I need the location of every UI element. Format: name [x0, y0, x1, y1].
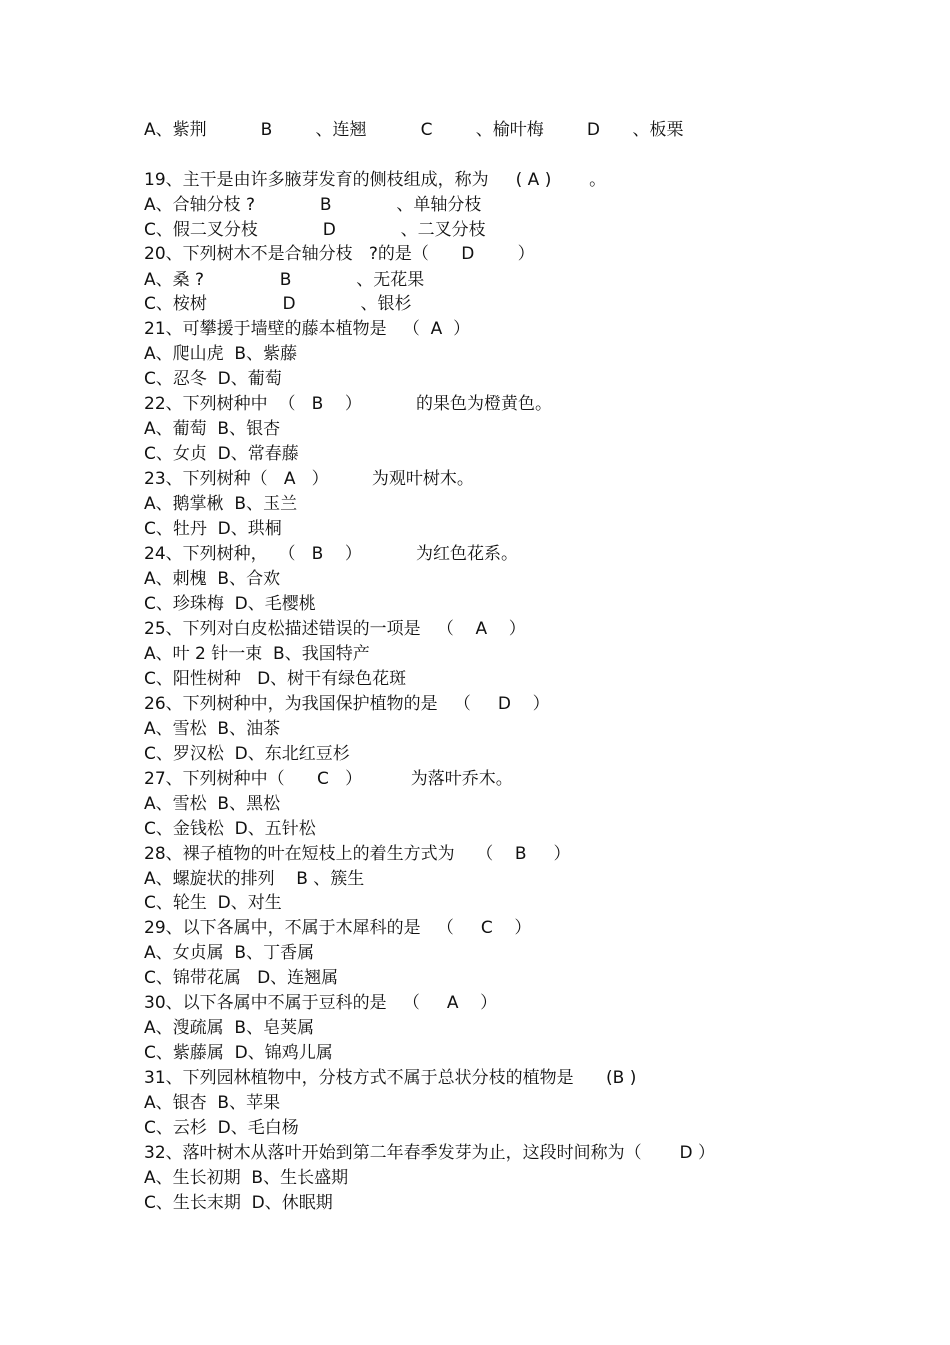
option-line: C、阳性树种 D、树干有绿色花斑: [144, 669, 407, 689]
option-line: C、云杉 D、毛白杨: [144, 1118, 299, 1138]
option-line: C、女贞 D、常春藤: [144, 444, 299, 464]
option-line: C、桉树 D 、银杉: [144, 294, 412, 314]
option-line: A、生长初期 B、生长盛期: [144, 1168, 349, 1188]
text-line: A、紫荆 B 、连翘 C 、榆叶梅 D 、板栗: [144, 120, 684, 140]
option-line: C、金钱松 D、五针松: [144, 819, 316, 839]
option-line: C、罗汉松 D、东北红豆杉: [144, 744, 350, 764]
option-line: A、叶 2 针一束 B、我国特产: [144, 644, 370, 664]
question-line: 26、下列树种中，为我国保护植物的是 （ D ）: [144, 694, 550, 714]
option-line: A、刺槐 B、合欢: [144, 569, 281, 589]
question-line: 23、下列树种（ A ） 为观叶树木。: [144, 469, 474, 489]
option-line: C、忍冬 D、葡萄: [144, 369, 282, 389]
question-line: 28、裸子植物的叶在短枝上的着生方式为 （ B ）: [144, 844, 571, 864]
question-line: 32、落叶树木从落叶开始到第二年春季发芽为止，这段时间称为（ D ）: [144, 1143, 715, 1163]
option-line: A、银杏 B、苹果: [144, 1093, 281, 1113]
question-line: 29、以下各属中，不属于木犀科的是 （ C ）: [144, 918, 532, 938]
question-line: 24、下列树种， （ B ） 为红色花系。: [144, 544, 518, 564]
question-line: 31、下列园林植物中，分枝方式不属于总状分枝的植物是 (B ): [144, 1068, 637, 1088]
option-line: C、轮生 D、对生: [144, 893, 282, 913]
option-line: A、合轴分枝 ? B 、单轴分枝: [144, 195, 482, 215]
question-line: 19、主干是由许多腋芽发育的侧枝组成，称为 ( A ) 。: [144, 170, 607, 190]
option-line: A、螺旋状的排列 B 、簇生: [144, 869, 365, 889]
question-line: 20、下列树木不是合轴分枝 ?的是（ D ）: [144, 244, 535, 264]
option-line: A、溲疏属 B、皂荚属: [144, 1018, 315, 1038]
option-line: C、锦带花属 D、连翘属: [144, 968, 339, 988]
question-line: 30、以下各属中不属于豆科的是 （ A ）: [144, 993, 498, 1013]
option-line: C、紫藤属 D、锦鸡儿属: [144, 1043, 333, 1063]
option-line: A、雪松 B、黑松: [144, 794, 281, 814]
option-line: A、葡萄 B、银杏: [144, 419, 281, 439]
option-line: A、鹅掌楸 B、玉兰: [144, 494, 298, 514]
option-line: C、假二叉分枝 D 、二叉分枝: [144, 220, 486, 240]
option-line: C、珍珠梅 D、毛樱桃: [144, 594, 316, 614]
option-line: C、牡丹 D、珙桐: [144, 519, 282, 539]
question-line: 22、下列树种中 （ B ） 的果色为橙黄色。: [144, 394, 552, 414]
option-line: A、女贞属 B、丁香属: [144, 943, 315, 963]
option-line: C、生长末期 D、休眠期: [144, 1193, 333, 1213]
option-line: A、雪松 B、油茶: [144, 719, 281, 739]
question-line: 25、下列对白皮松描述错误的一项是 （ A ）: [144, 619, 526, 639]
question-line: 27、下列树种中（ C ） 为落叶乔木。: [144, 769, 513, 789]
question-line: 21、可攀援于墙壁的藤本植物是 （ A ）: [144, 319, 471, 339]
option-line: A、爬山虎 B、紫藤: [144, 344, 298, 364]
option-line: A、桑 ? B 、无花果: [144, 270, 425, 290]
